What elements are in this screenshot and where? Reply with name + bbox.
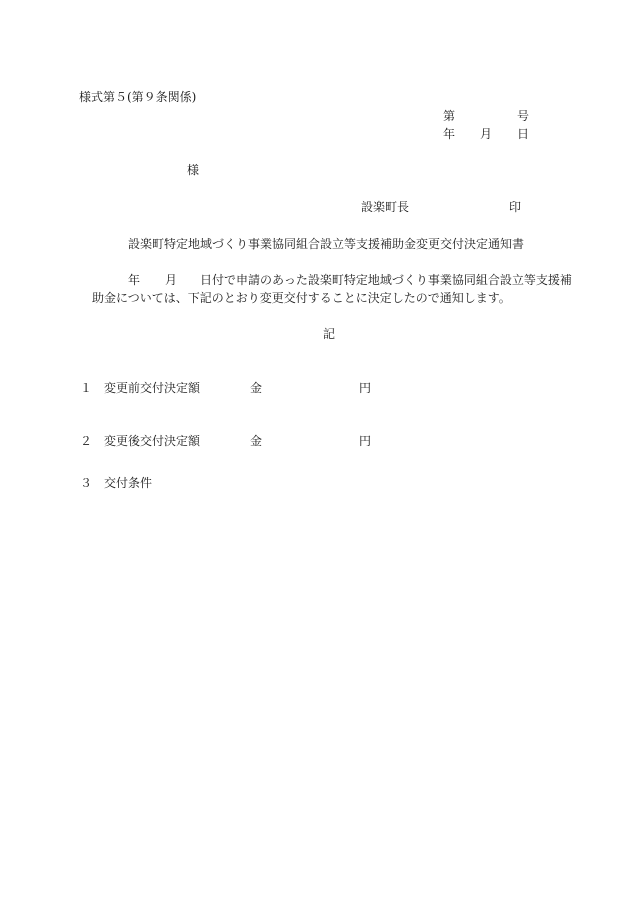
issuer-seal: 印: [509, 200, 522, 214]
item-label: 交付条件: [104, 476, 153, 490]
item-label: 変更前交付決定額: [104, 381, 201, 395]
date-year: 年: [443, 127, 456, 141]
body-date-year: 年: [128, 273, 141, 287]
ki-heading: 記: [323, 327, 336, 341]
date-month: 月: [480, 127, 493, 141]
issuer-title: 設楽町長: [361, 200, 410, 214]
date-day: 日: [517, 127, 530, 141]
item-number: ２: [80, 434, 93, 448]
amount-unit: 円: [359, 434, 372, 448]
form-number: 様式第５(第９条関係): [79, 90, 197, 104]
body-line2: 助金については、下記のとおり変更交付することに決定したので通知します。: [92, 291, 511, 305]
doc-number-suffix: 号: [517, 109, 530, 123]
body-line1: 日付で申請のあった設楽町特定地域づくり事業協同組合設立等支援補: [200, 273, 572, 287]
item-number: ３: [80, 476, 93, 490]
document-title: 設楽町特定地域づくり事業協同組合設立等支援補助金変更交付決定通知書: [128, 237, 525, 251]
item-label: 変更後交付決定額: [104, 434, 201, 448]
doc-number-prefix: 第: [443, 109, 456, 123]
item-number: １: [80, 381, 93, 395]
amount-unit: 円: [359, 381, 372, 395]
amount-prefix: 金: [250, 381, 263, 395]
body-date-month: 月: [165, 273, 178, 287]
addressee-suffix: 様: [187, 163, 200, 177]
amount-prefix: 金: [250, 434, 263, 448]
